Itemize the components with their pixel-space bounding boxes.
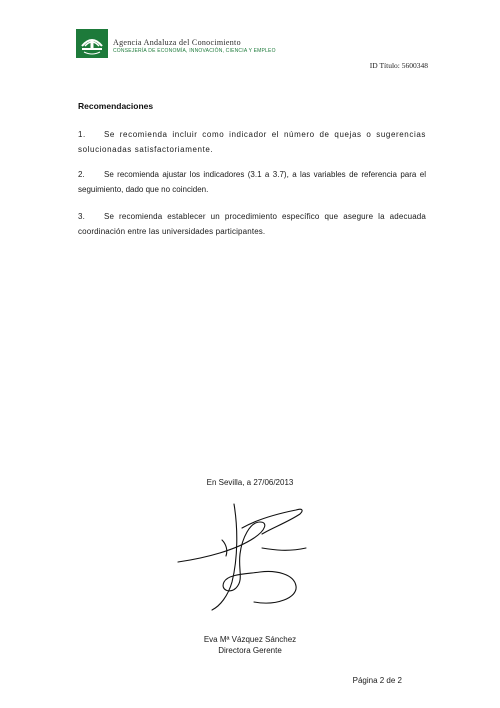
signer-role: Directora Gerente <box>218 646 282 655</box>
recommendation-number: 3. <box>78 212 85 221</box>
recommendation-text: Se recomienda incluir como indicador el número de quejas o sugerencias solucionadas satisfactoriamente. <box>78 130 426 154</box>
signer-name: Eva Mª Vázquez Sánchez <box>203 635 297 644</box>
document-id: ID Título: 5600348 <box>369 61 428 70</box>
recommendation-item <box>78 128 426 157</box>
recommendation-number: 2. <box>78 170 85 179</box>
place-and-date: En Sevilla, a 27/06/2013 <box>206 478 294 487</box>
recommendation-number: 1. <box>78 130 86 139</box>
recommendation-text: Se recomienda ajustar los indicadores (3.1 a 3.7), a las variables de referencia para el seguimiento, dado que no coinciden. <box>78 170 426 194</box>
page-number: Página 2 de 2 <box>352 676 402 685</box>
junta-de-andalucia-logo-icon <box>76 29 108 58</box>
section-heading: Recomendaciones <box>78 101 154 111</box>
recommendation-text: Se recomienda establecer un procedimiento específico que asegure la adecuada coordinación entre las universidades participantes. <box>78 212 426 236</box>
agency-name: Agencia Andaluza del Conocimiento <box>113 38 241 47</box>
recommendation-item <box>78 210 426 239</box>
recommendation-item <box>78 168 426 197</box>
ministry-name: CONSEJERÍA DE ECONOMÍA, INNOVACIÓN, CIENCIA Y EMPLEO <box>113 48 276 54</box>
handwritten-signature <box>176 498 312 612</box>
